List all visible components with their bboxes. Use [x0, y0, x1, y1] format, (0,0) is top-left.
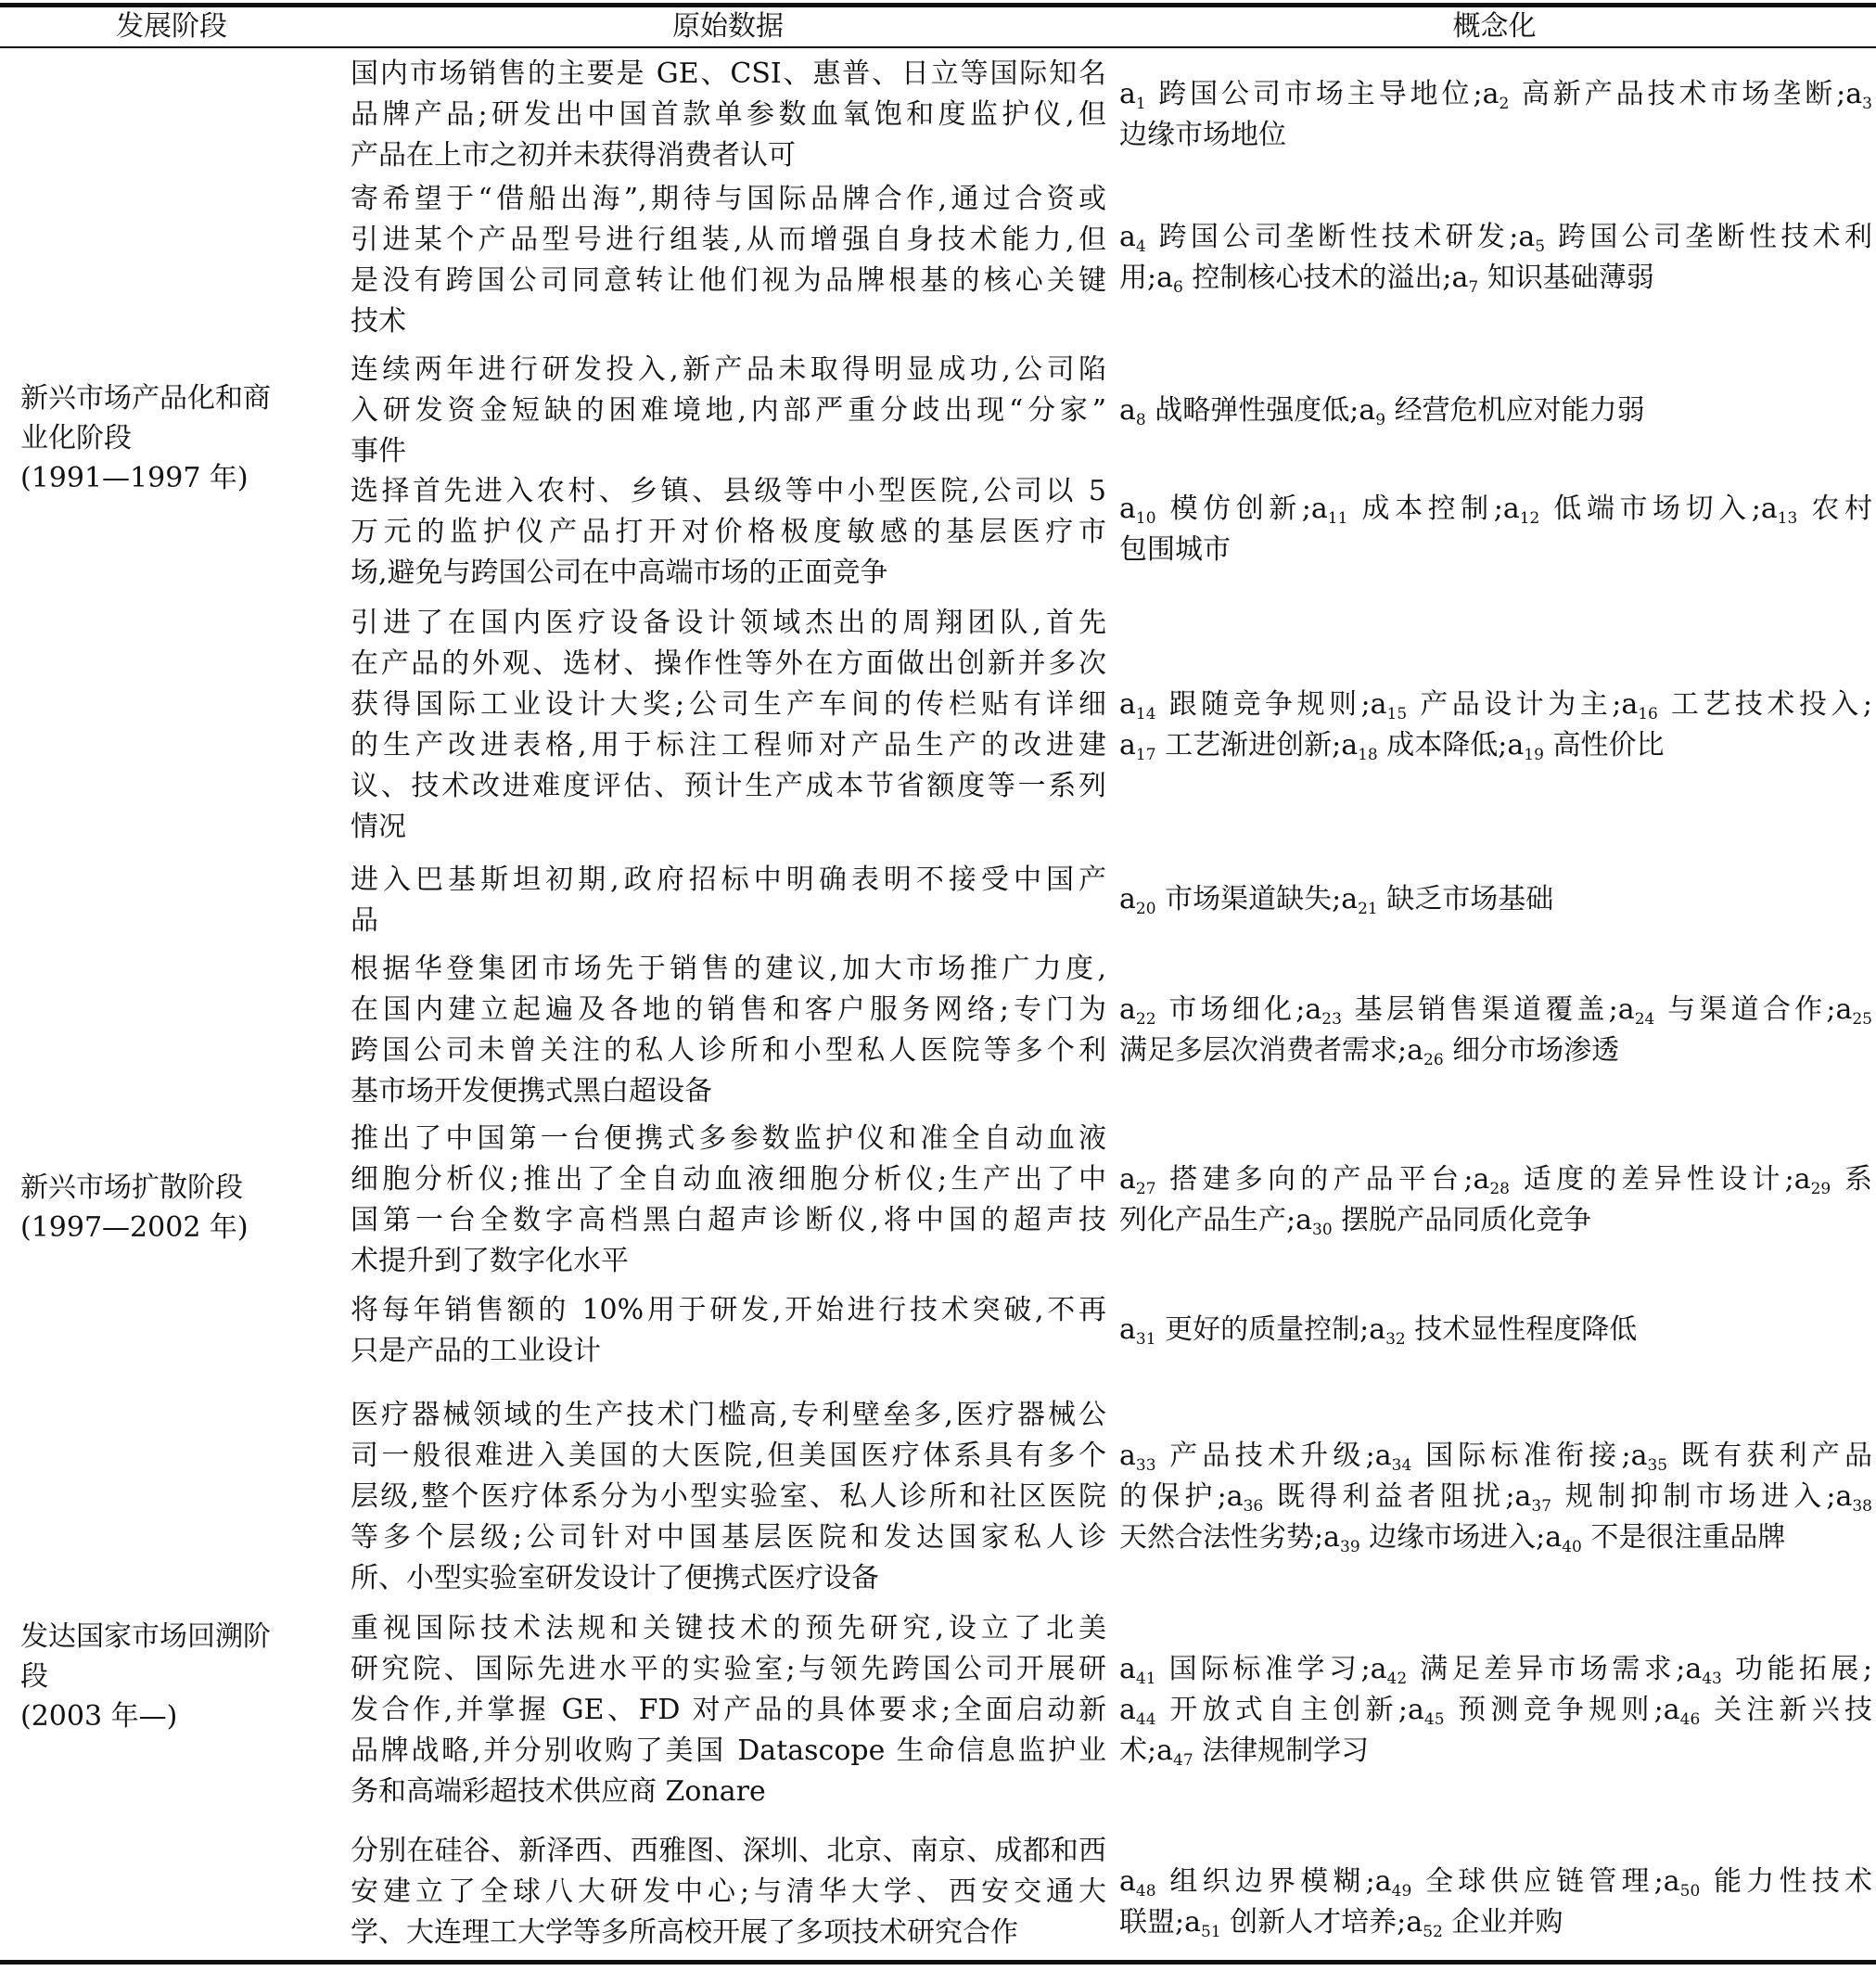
concept-line: $a_{27}$ 搭建多向的产品平台$;a_{28}$ 适度的差异性设计$;a_{29}$ 系: [1119, 1163, 1872, 1198]
original-data-line: 务和高端彩超技术供应商 Zonare: [351, 1775, 766, 1808]
original-data-line: 跨国公司未曾关注的私人诊所和小型私人医院等多个利: [351, 1034, 1106, 1067]
concept-cell: [1119, 685, 1872, 766]
original-data-line: 入研发资金短缺的困难境地,内部严重分歧出现“分家”: [351, 394, 1106, 427]
header-original-data: 原始数据: [672, 10, 784, 43]
original-data-line: 寄希望于“借船出海”,期待与国际品牌合作,通过合资或: [351, 183, 1106, 215]
original-data-cell: [351, 1290, 1106, 1372]
concept-cell: [1119, 217, 1872, 299]
concept-line: $a_{20}$ 市场渠道缺失$;a_{21}$ 缺乏市场基础: [1119, 883, 1554, 918]
header-conceptualization: 概念化: [1452, 10, 1537, 43]
concept-line: $a_4$ 跨国公司垄断性技术研发$;a_5$ 跨国公司垄断性技术利: [1119, 221, 1872, 256]
concept-cell: [1119, 1436, 1872, 1558]
original-data-line: 技术: [351, 305, 406, 338]
original-data-line: 学、大连理工大学等多所高校开展了多项技术研究合作: [351, 1916, 1018, 1949]
original-data-line: 事件: [351, 435, 406, 467]
original-data-cell: [351, 179, 1106, 342]
original-data-line: 国内市场销售的主要是 GE、CSI、惠普、日立等国际知名: [351, 58, 1106, 90]
original-data-line: 术提升到了数字化水平: [351, 1245, 629, 1277]
original-data-cell: [351, 1608, 1106, 1812]
concept-line: 用$;a_6$ 控制核心技术的溢出$;a_7$ 知识基础薄弱: [1119, 262, 1654, 297]
original-data-line: 在产品的外观、选材、操作性等外在方面做出创新并多次: [351, 647, 1106, 680]
original-data-cell: [351, 949, 1106, 1112]
original-data-line: 场,避免与跨国公司在中高端市场的正面竞争: [351, 557, 888, 589]
original-data-line: 品牌战略,并分别收购了美国 Datascope 生命信息监护业: [351, 1734, 1106, 1767]
header-stage: 发展阶段: [116, 10, 227, 43]
original-data-line: 医疗器械领域的生产技术门槛高,专利壁垒多,医疗器械公: [351, 1399, 1106, 1431]
original-data-line: 研究院、国际先进水平的实验室;与领先跨国公司开展研: [351, 1653, 1106, 1685]
concept-line: 列化产品生产$;a_{30}$ 摆脱产品同质化竞争: [1119, 1204, 1592, 1239]
stage-1: [20, 378, 340, 498]
concept-cell: [1119, 1310, 1872, 1350]
original-data-line: 细胞分析仪;推出了全自动血液细胞分析仪;生产出了中: [351, 1163, 1106, 1196]
original-data-cell: [351, 54, 1106, 176]
original-data-line: 获得国际工业设计大奖;公司生产车间的传栏贴有详细: [351, 688, 1106, 721]
original-data-line: 连续两年进行研发投入,新产品未取得明显成功,公司陷: [351, 353, 1106, 386]
table-bottom-rule: [0, 1960, 1876, 1965]
original-data-line: 是没有跨国公司同意转让他们视为品牌根基的核心关键: [351, 264, 1106, 297]
stage-name-line: 业化阶段: [20, 422, 132, 454]
original-data-line: 只是产品的工业设计: [351, 1335, 601, 1367]
original-data-line: 分别在硅谷、新泽西、西雅图、深圳、北京、南京、成都和西: [351, 1835, 1106, 1867]
original-data-line: 推出了中国第一台便携式多参数监护仪和准全自动血液: [351, 1122, 1106, 1155]
concept-line: 联盟$;a_{51}$ 创新人才培养$;a_{52}$ 企业并购: [1119, 1906, 1563, 1941]
concept-line: $a_1$ 跨国公司市场主导地位$;a_2$ 高新产品技术市场垄断$;a_3$: [1119, 78, 1872, 113]
original-data-line: 情况: [351, 811, 406, 843]
original-data-line: 将每年销售额的 10%用于研发,开始进行技术突破,不再: [351, 1294, 1106, 1326]
concept-line: $a_{33}$ 产品技术升级$;a_{34}$ 国际标准衔接$;a_{35}$ 既有获利产品: [1119, 1440, 1872, 1475]
original-data-line: 进入巴基斯坦初期,政府招标中明确表明不接受中国产: [351, 864, 1106, 896]
concept-cell: [1119, 990, 1872, 1071]
stage-period: (1991—1997 年): [20, 462, 249, 494]
original-data-line: 所、小型实验室研发设计了便携式医疗设备: [351, 1562, 879, 1594]
original-data-cell: [351, 1395, 1106, 1599]
original-data-line: 引进某个产品型号进行组装,从而增强自身技术能力,但: [351, 224, 1106, 256]
original-data-line: 基市场开发便携式黑白超设备: [351, 1075, 712, 1107]
concept-line: 天然合法性劣势$;a_{39}$ 边缘市场进入$;a_{40}$ 不是很注重品牌: [1119, 1521, 1786, 1556]
stage-name-line: 新兴市场产品化和商: [20, 382, 271, 415]
original-data-line: 引进了在国内医疗设备设计领域杰出的周翔团队,首先: [351, 607, 1106, 639]
concept-cell: [1119, 1862, 1872, 1943]
original-data-cell: [351, 860, 1106, 941]
original-data-cell: [351, 471, 1106, 594]
original-data-line: 在国内建立起遍及各地的销售和客户服务网络;专门为: [351, 993, 1106, 1026]
original-data-cell: [351, 350, 1106, 472]
original-data-line: 重视国际技术法规和关键技术的预先研究,设立了北美: [351, 1612, 1106, 1645]
concept-line: $a_{44}$ 开放式自主创新$;a_{45}$ 预测竞争规则$;a_{46}$ 关注新兴技: [1119, 1694, 1872, 1729]
concept-cell: [1119, 489, 1872, 570]
concept-line: $a_{17}$ 工艺渐进创新$;a_{18}$ 成本降低$;a_{19}$ 高性价比: [1119, 729, 1665, 764]
table-header-rule: [0, 46, 1876, 48]
original-data-line: 产品在上市之初并未获得消费者认可: [351, 139, 796, 172]
original-data-line: 万元的监护仪产品打开对价格极度敏感的基层医疗市: [351, 516, 1106, 548]
original-data-line: 品牌产品;研发出中国首款单参数血氧饱和度监护仪,但: [351, 98, 1106, 131]
concept-line: $a_{48}$ 组织边界模糊$;a_{49}$ 全球供应链管理$;a_{50}$ 能力性技术: [1119, 1865, 1872, 1901]
original-data-cell: [351, 1831, 1106, 1953]
original-data-line: 司一般很难进入美国的大医院,但美国医疗体系具有多个: [351, 1440, 1106, 1472]
concept-cell: [1119, 1159, 1872, 1241]
original-data-cell: [351, 603, 1106, 848]
concept-line: 的保护$;a_{36}$ 既得利益者阻扰$;a_{37}$ 规制抑制市场进入$;a_{38}$: [1119, 1480, 1872, 1516]
stage-3: [20, 1617, 340, 1736]
concept-line: 术$;a_{47}$ 法律规制学习: [1119, 1734, 1370, 1770]
original-data-line: 国第一台全数字高档黑白超声诊断仪,将中国的超声技: [351, 1204, 1106, 1236]
stage-name-line: 段: [20, 1660, 48, 1693]
concept-line: $a_{10}$ 模仿创新$;a_{11}$ 成本控制$;a_{12}$ 低端市场切入$;a_{13}$ 农村: [1119, 493, 1872, 528]
concept-line: $a_{22}$ 市场细化$;a_{23}$ 基层销售渠道覆盖$;a_{24}$ 与渠道合作$;a_{25}$: [1119, 993, 1872, 1029]
concept-line: 满足多层次消费者需求$;a_{26}$ 细分市场渗透: [1119, 1034, 1620, 1069]
original-data-line: 选择首先进入农村、乡镇、县级等中小型医院,公司以 5: [351, 475, 1106, 507]
original-data-line: 品: [351, 904, 378, 937]
concept-line: $a_{41}$ 国际标准学习$;a_{42}$ 满足差异市场需求$;a_{43}$ 功能拓展;: [1119, 1653, 1872, 1688]
original-data-line: 安建立了全球八大研发中心;与清华大学、西安交通大: [351, 1875, 1106, 1908]
stage-period: (1997—2002 年): [20, 1211, 249, 1244]
concept-line: 边缘市场地位: [1119, 119, 1286, 151]
concept-line: 包围城市: [1119, 533, 1231, 566]
original-data-line: 等多个层级;公司针对中国基层医院和发达国家私人诊: [351, 1521, 1106, 1554]
original-data-cell: [351, 1119, 1106, 1282]
concept-cell: [1119, 390, 1872, 431]
concept-line: $a_8$ 战略弹性强度低$;a_9$ 经营危机应对能力弱: [1119, 394, 1645, 429]
stage-name-line: 新兴市场扩散阶段: [20, 1171, 243, 1204]
stage-name-line: 发达国家市场回溯阶: [20, 1620, 271, 1653]
concept-cell: [1119, 74, 1872, 156]
concept-line: $a_{14}$ 跟随竞争规则$;a_{15}$ 产品设计为主$;a_{16}$ 工艺技术投入;: [1119, 688, 1872, 723]
original-data-line: 发合作,并掌握 GE、FD 对产品的具体要求;全面启动新: [351, 1694, 1106, 1726]
original-data-line: 根据华登集团市场先于销售的建议,加大市场推广力度,: [351, 953, 1106, 985]
stage-period: (2003 年—): [20, 1700, 178, 1733]
original-data-line: 的生产改进表格,用于标注工程师对产品生产的改进建: [351, 729, 1106, 762]
original-data-line: 层级,整个医疗体系分为小型实验室、私人诊所和社区医院: [351, 1480, 1106, 1513]
stage-2: [20, 1168, 340, 1248]
concept-line: $a_{31}$ 更好的质量控制$;a_{32}$ 技术显性程度降低: [1119, 1313, 1638, 1349]
concept-cell: [1119, 1649, 1872, 1772]
concept-cell: [1119, 879, 1872, 920]
original-data-line: 议、技术改进难度评估、预计生产成本节省额度等一系列: [351, 770, 1106, 802]
